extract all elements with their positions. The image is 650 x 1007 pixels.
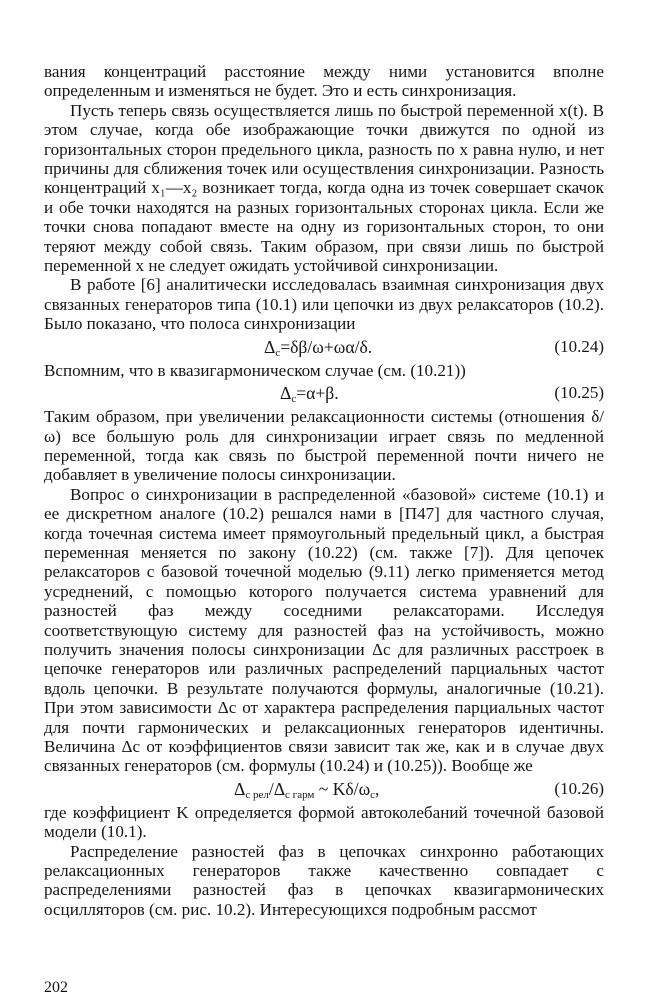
eq3-rhs: ~ Kδ/ω xyxy=(314,778,371,799)
paragraph-7: где коэффициент K определяется формой автоколебаний точечной базовой модели (10.1). xyxy=(44,802,604,842)
eq2-lhs: Δ xyxy=(280,383,292,404)
eq2-rhs: =α+β. xyxy=(296,383,339,404)
paragraph-8: Распределение разностей фаз в цепочках синхронно работающих релаксационных генераторов также качественно совпадает с распределениями разностей фаз в цепочках квазигармонических осцилляторов (см. рис. 10.2). Интересующихся подробным рассмот xyxy=(44,841,604,919)
equation-10-24-number: (10.24) xyxy=(554,336,604,356)
eq3-rhs-sub: c xyxy=(370,788,376,801)
equation-10-26-formula xyxy=(234,779,379,805)
eq3-mid: /Δ xyxy=(268,778,286,799)
paragraph-4: Вспомним, что в квазигармоническом случае (см. (10.21)) xyxy=(44,360,466,380)
eq1-lhs-sub: c xyxy=(275,346,281,359)
page-body xyxy=(44,62,604,919)
equation-10-25-formula xyxy=(280,383,339,409)
equation-10-26-number: (10.26) xyxy=(554,778,604,798)
eq3-tail: , xyxy=(375,778,380,799)
paragraph-5: Таким образом, при увеличении релаксационности системы (отношения δ/ω) все большую роль для синхронизации играет связь по медленной переменной, тогда как связь по быстрой переменной почти ничего не добавляет в увеличение полосы синхронизации. xyxy=(44,407,604,485)
paragraph-1: вания концентраций расстояние между ними установится вполне определенным и изменяться не будет. Это и есть синхронизация. xyxy=(44,62,604,101)
paragraph-2: Пусть теперь связь осуществляется лишь по быстрой переменной x(t). В этом случае, когда обе изображающие точки движутся по одной из горизонтальных сторон предельного цикла, разность по x равна нулю, и нет причины для сближения точек или осуществления синхронизации. Разность концентраций x₁—x₂ возникает тогда, когда одна из точек совершает скачок и обе точки находятся на разных горизонтальных сторонах цикла. Если же точки снова попадают вместе на одну из горизонтальных сторон, то они теряют между собой связь. Таким образом, при связи лишь по быстрой переменной x не следует ожидать устойчивой синхронизации. xyxy=(44,100,604,276)
eq3-lhs-sub: c рел xyxy=(245,788,269,801)
eq2-lhs-sub: c xyxy=(291,393,297,406)
eq1-lhs: Δ xyxy=(264,336,276,357)
eq3-mid-sub: c гарм xyxy=(285,788,315,801)
equation-10-26 xyxy=(44,779,604,799)
eq1-rhs: =δβ/ω+ωα/δ. xyxy=(280,336,373,357)
equation-10-24 xyxy=(44,337,604,357)
equation-10-25-number: (10.25) xyxy=(554,383,604,403)
eq3-lhs: Δ xyxy=(234,778,246,799)
page-number: 202 xyxy=(44,979,68,996)
equation-10-24-formula xyxy=(264,337,372,363)
paragraph-3: В работе [6] аналитически исследовалась взаимная синхронизация двух связанных генераторов типа (10.1) или цепочки из двух релаксаторов (10.2). Было показано, что полоса синхронизации xyxy=(44,275,604,334)
paragraph-6: Вопрос о синхронизации в распределенной «базовой» системе (10.1) и ее дискретном аналоге (10.2) решался нами в [П47] для частного случая, когда точечная система имеет прямоугольный предельный цикл, а быстрая переменная меняется по закону (10.22) (см. также [7]). Для цепочек релаксаторов с базовой точечной моделью (9.11) легко применяется метод усреднений, с помощью которого получается система уравнений для разностей фаз между соседними релаксаторами. Исследуя соответствующую систему для разностей фаз на устойчивость, можно получить значения полосы синхронизации Δc для различных расстроек в цепочке генераторов или различных распределений парциальных частот вдоль цепочки. В результате получаются формулы, аналогичные (10.21). При этом зависимости Δc от характера распределения парциальных частот для почти гармонических и релаксационных генераторов идентичны. Величина Δc от коэффициентов связи зависит так же, как и в случае двух связанных генераторов (см. формулы (10.24) и (10.25)). Вообще же xyxy=(44,484,604,776)
equation-10-25 xyxy=(44,383,604,406)
